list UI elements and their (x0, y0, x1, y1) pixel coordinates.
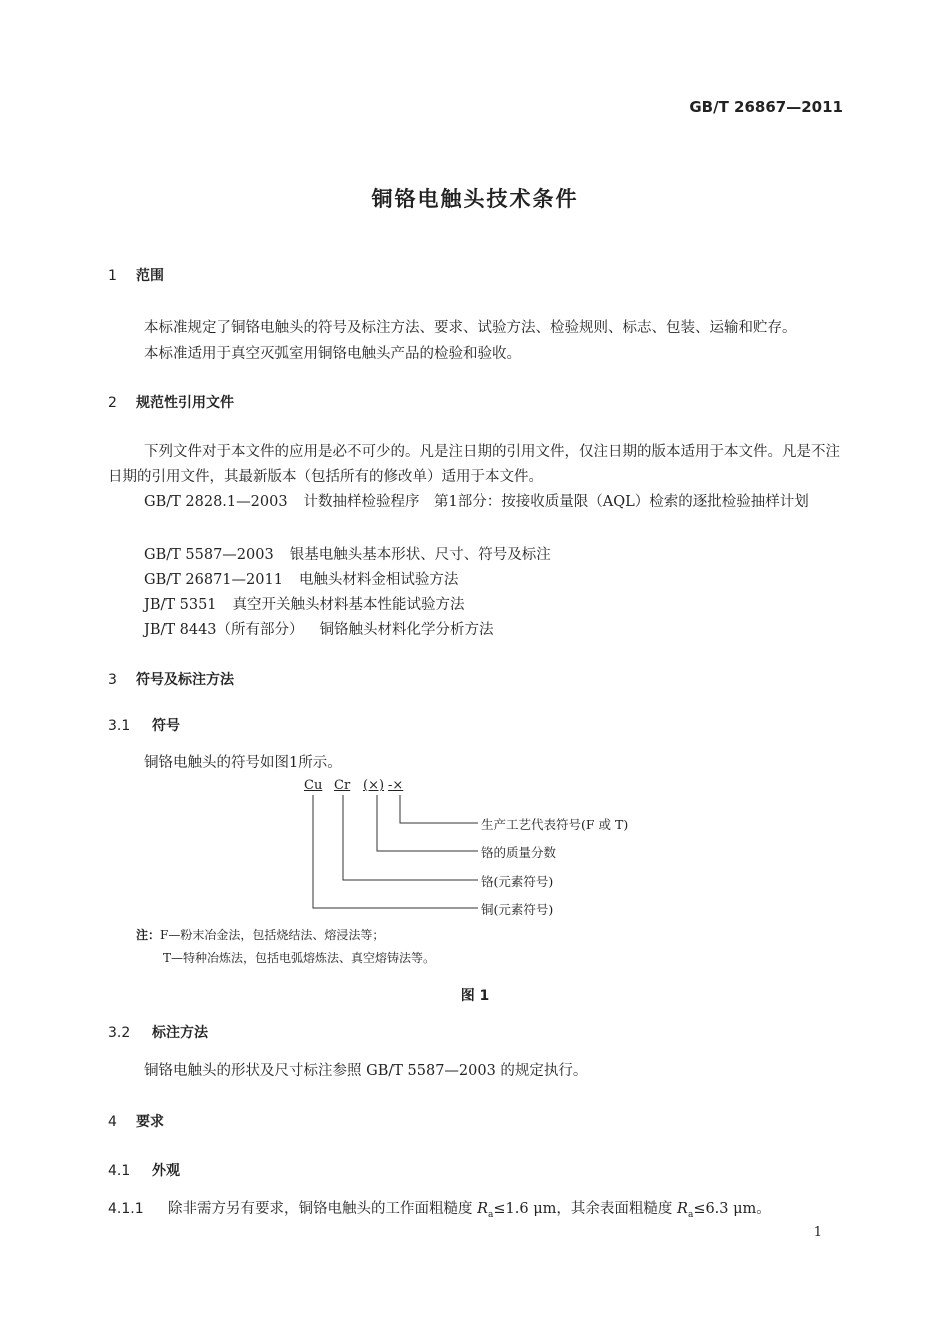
roughness-symbol: R (677, 1201, 688, 1217)
reference-title: 电触头材料金相试验方法 (298, 572, 459, 588)
reference-code: GB/T 5587—2003 (144, 547, 274, 563)
standard-code: GB/T 26867—2011 (689, 98, 843, 116)
label-percentage: 铬的质量分数 (481, 845, 557, 860)
paragraph: 本标准适用于真空灭弧室用铜铬电触头产品的检验和验收。 (144, 346, 521, 362)
subsection-3-2-heading (108, 1022, 208, 1042)
symbol-percentage: (×) (363, 778, 385, 793)
symbol-process: -× (388, 778, 404, 793)
note-line: T—特种冶炼法，包括电弧熔炼法、真空熔铸法等。 (163, 951, 436, 965)
paragraph: 铜铬电触头的形状及尺寸标注参照 GB/T 5587—2003 的规定执行。 (144, 1063, 588, 1079)
section-title: 规范性引用文件 (136, 395, 234, 411)
section-number: 1 (108, 268, 117, 284)
note-prefix: 注： (136, 928, 161, 942)
section-title: 要求 (136, 1114, 164, 1130)
section-2-heading (108, 392, 234, 412)
subsection-title: 符号 (152, 718, 180, 734)
section-title: 符号及标注方法 (136, 672, 234, 688)
note-line: F—粉末冶金法，包括烧结法、熔浸法等； (160, 928, 385, 942)
clause-4-1-1 (108, 1197, 771, 1220)
symbol-cr: Cr (334, 778, 351, 793)
subsection-4-1-heading (108, 1160, 180, 1180)
figure-caption: 图 1 (460, 988, 490, 1004)
symbol-cu: Cu (304, 778, 323, 793)
clause-number: 4.1.1 (108, 1201, 144, 1217)
clause-text: 除非需方另有要求，铜铬电触头的工作面粗糙度 (168, 1201, 473, 1217)
clause-text: ≤6.3 μm。 (693, 1201, 771, 1217)
reference-title: 银基电触头基本形状、尺寸、符号及标注 (289, 547, 551, 563)
subsection-number: 4.1 (108, 1163, 131, 1179)
reference-code: GB/T 26871—2011 (144, 572, 283, 588)
reference-item (144, 568, 458, 589)
reference-title: 真空开关触头材料基本性能试验方法 (232, 597, 465, 613)
reference-code: JB/T 5351 (144, 597, 217, 613)
leader-process (400, 795, 478, 823)
reference-title: 计数抽样检验程序 第1部分：按接收质量限（AQL）检索的逐批检验抽样计划 (303, 494, 809, 510)
leader-cr (343, 795, 478, 880)
section-number: 2 (108, 395, 117, 411)
reference-item (144, 618, 494, 639)
document-title: 铜铬电触头技术条件 (371, 187, 579, 211)
paragraph: 本标准规定了铜铬电触头的符号及标注方法、要求、试验方法、检验规则、标志、包装、运输和贮存。 (144, 320, 797, 336)
reference-code: GB/T 2828.1—2003 (144, 494, 288, 510)
page-number: 1 (813, 1225, 822, 1240)
label-cu: 铜(元素符号) (481, 902, 554, 917)
label-cr: 铬(元素符号) (481, 874, 554, 889)
reference-code: JB/T 8443（所有部分） (144, 622, 304, 638)
figure-note (136, 926, 384, 943)
paragraph: 铜铬电触头的符号如图1所示。 (144, 755, 342, 771)
reference-item (108, 490, 844, 515)
roughness-subscript: a (488, 1209, 494, 1220)
section-title: 范围 (136, 268, 164, 284)
symbol-diagram-leaders (300, 795, 480, 915)
label-process: 生产工艺代表符号(F 或 T) (481, 817, 629, 832)
reference-item (144, 593, 465, 614)
section-number: 4 (108, 1114, 117, 1130)
section-number: 3 (108, 672, 117, 688)
roughness-symbol: R (477, 1201, 489, 1217)
reference-item (144, 543, 551, 564)
clause-text: ≤1.6 μm，其余表面粗糙度 (493, 1201, 673, 1217)
section-3-heading (108, 669, 234, 689)
subsection-number: 3.2 (108, 1025, 131, 1041)
section-1-heading (108, 265, 164, 285)
section-4-heading (108, 1111, 164, 1131)
subsection-3-1-heading (108, 715, 180, 735)
reference-title: 铜铬触头材料化学分析方法 (319, 622, 494, 638)
roughness-subscript: a (687, 1209, 694, 1220)
subsection-title: 外观 (152, 1163, 180, 1179)
subsection-title: 标注方法 (152, 1025, 208, 1041)
paragraph: 下列文件对于本文件的应用是必不可少的。凡是注日期的引用文件，仅注日期的版本适用于本文件。凡是不注日期的引用文件，其最新版本（包括所有的修改单）适用于本文件。 (108, 444, 840, 485)
subsection-number: 3.1 (108, 718, 131, 734)
